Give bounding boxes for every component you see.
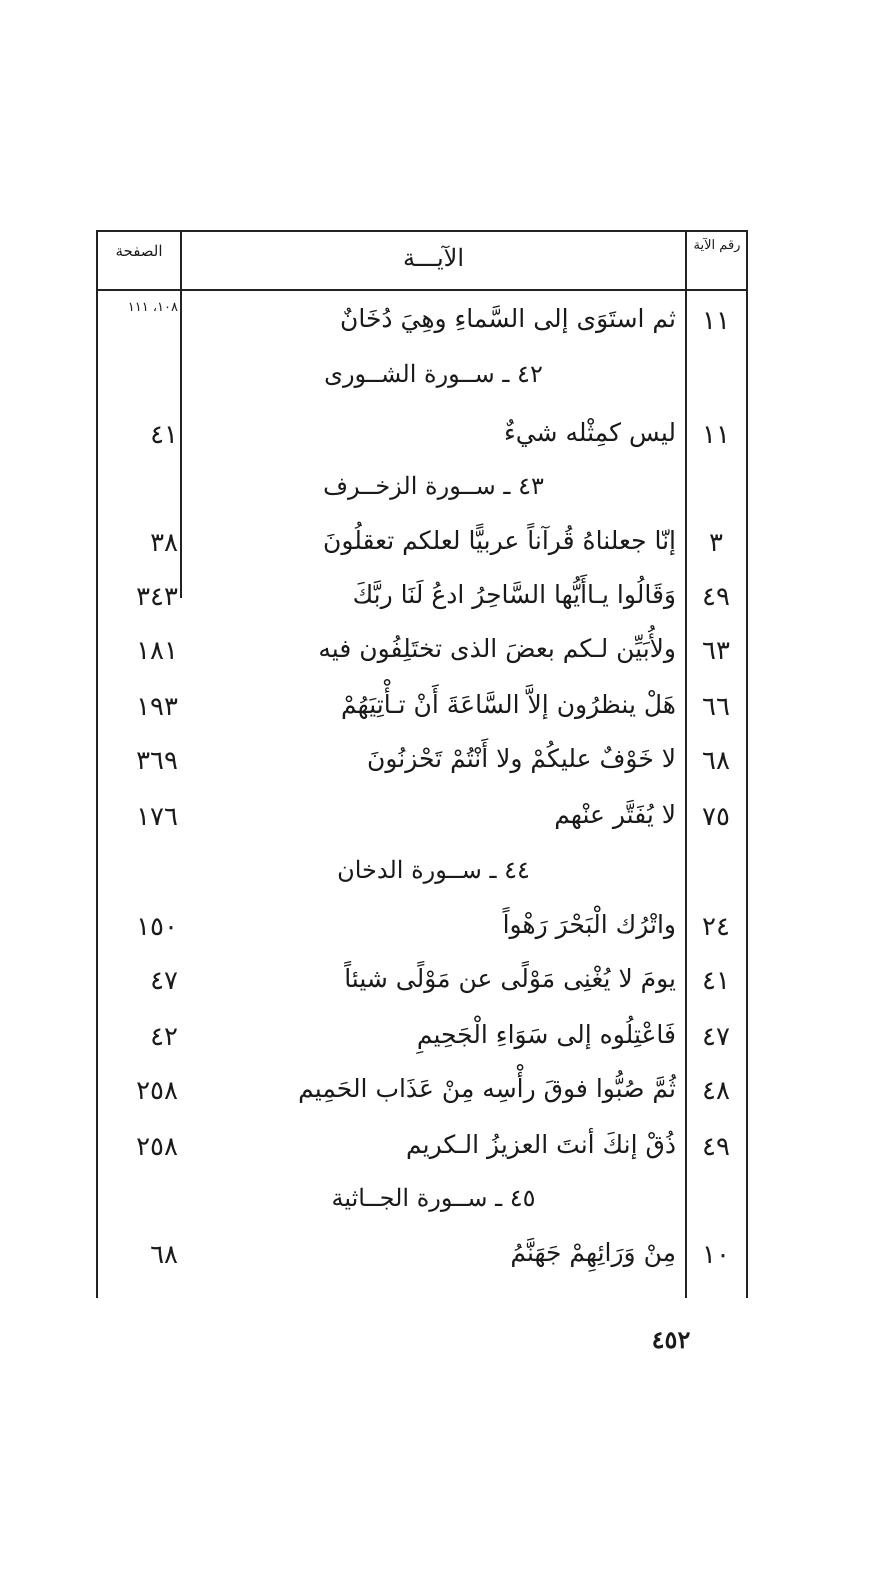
verse-row	[96, 1016, 748, 1064]
header-verse-column: الآيـــة	[403, 244, 464, 272]
page-reference: ٢٥٨	[136, 1076, 178, 1106]
verse-number: ٦٣	[702, 636, 730, 666]
verse-number: ٤٩	[702, 1132, 730, 1162]
verse-number: ٤١	[702, 966, 730, 996]
verse-number: ٦٦	[702, 692, 730, 722]
verse-text: يومَ لا يُغْنِى مَوْلًى عن مَوْلًى شيئاً	[344, 964, 676, 993]
table-top-rule	[96, 230, 748, 232]
verse-text: ولأُبَيِّن لـكم بعضَ الذى تختَلِفُون فيه	[318, 634, 676, 663]
surah-heading-row	[96, 852, 748, 900]
verse-number: ١٠	[702, 1240, 730, 1270]
verse-row	[96, 796, 748, 844]
page-reference: ٤١	[150, 420, 178, 450]
verse-row	[96, 740, 748, 788]
verse-text: ثم استَوَى إلى السَّماءِ وهِيَ دُخَانٌ	[340, 304, 676, 333]
surah-heading-row	[96, 1180, 748, 1228]
verse-number: ٢٤	[702, 912, 730, 942]
page-reference: ١٥٠	[136, 912, 178, 942]
verse-number: ٤٨	[702, 1076, 730, 1106]
verse-row	[96, 960, 748, 1008]
page-reference: ٢٥٨	[136, 1132, 178, 1162]
verse-text: فَاعْتِلُوه إلى سَوَاءِ الْجَحِيمِ	[416, 1020, 676, 1049]
table-header-rule	[96, 289, 748, 291]
verse-text: ثُمَّ صُبُّوا فوقَ رأْسِه مِنْ عَذَاب الحَمِيم	[298, 1074, 676, 1103]
verse-text: هَلْ ينظرُون إلاَّ السَّاعَةَ أَنْ تـأْتِيَهُمْ	[341, 690, 676, 719]
verse-number: ٧٥	[702, 802, 730, 832]
page-reference: ٤٢	[150, 1022, 178, 1052]
surah-heading-row	[96, 468, 748, 516]
page-reference: ٣٦٩	[136, 746, 178, 776]
page-reference: ٦٨	[150, 1240, 178, 1270]
page-reference: ١٩٣	[136, 692, 178, 722]
page-reference: ١٨١	[136, 636, 178, 666]
verse-row	[96, 1070, 748, 1118]
verse-number: ٤٧	[702, 1022, 730, 1052]
page-reference: ٣٨	[150, 528, 178, 558]
surah-heading-row	[96, 356, 748, 404]
verse-number: ٤٩	[702, 582, 730, 612]
verse-row	[96, 576, 748, 624]
page-reference: ١٧٦	[136, 802, 178, 832]
verse-row	[96, 630, 748, 678]
verse-row	[96, 300, 748, 348]
page-number: ٤٥٢	[651, 1325, 691, 1354]
verse-text: لا يُفَتَّر عنْهم	[554, 800, 676, 829]
header-page-column: الصفحة	[115, 242, 163, 260]
page-reference: ٤٧	[150, 966, 178, 996]
verse-row	[96, 414, 748, 462]
page-reference: ١٠٨، ١١١	[127, 300, 178, 315]
verse-row	[96, 686, 748, 734]
verse-text: ذُقْ إنكَ أنتَ العزيزُ الـكريم	[406, 1130, 676, 1159]
header-number-column: رقم الآية	[693, 238, 741, 253]
verse-row	[96, 1126, 748, 1174]
surah-title: ٤٢ ـ ســورة الشــورى	[324, 360, 543, 388]
verse-number: ٦٨	[702, 746, 730, 776]
verse-row	[96, 522, 748, 570]
verse-text: وَقَالُوا يـاأَيُّها السَّاحِرُ ادعُ لَنَا ربَّكَ	[352, 580, 676, 609]
verse-row	[96, 906, 748, 954]
surah-title: ٤٣ ـ ســورة الزخــرف	[323, 472, 544, 500]
page-reference: ٣٤٣	[136, 582, 178, 612]
verse-text: إنّا جعلناهُ قُرآناً عربيًّا لعلكم تعقلُونَ	[322, 526, 676, 555]
verse-number: ١١	[702, 420, 730, 450]
verse-row	[96, 1234, 748, 1282]
verse-text: مِنْ وَرَائِهِمْ جَهَنَّمُ	[510, 1238, 676, 1267]
verse-text: واتْرُك الْبَحْرَ رَهْواً	[502, 910, 676, 939]
surah-title: ٤٥ ـ ســورة الجــاثية	[331, 1184, 536, 1212]
surah-title: ٤٤ ـ ســورة الدخان	[337, 856, 530, 884]
verse-number: ١١	[702, 306, 730, 336]
verse-text: ليس كمِثْله شيءٌ	[503, 418, 676, 447]
verse-number: ٣	[709, 528, 723, 558]
verse-text: لا خَوْفٌ عليكُمْ ولا أَنْتُمْ تَحْزنُونَ	[367, 744, 676, 773]
